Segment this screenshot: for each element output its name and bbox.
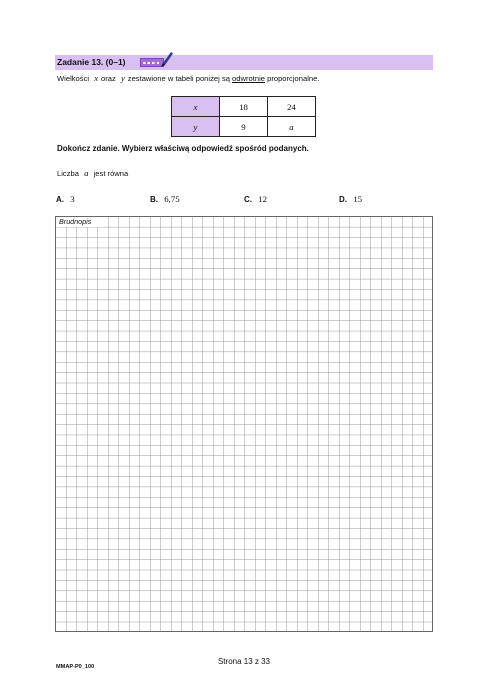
option-letter: D.	[339, 195, 347, 204]
intro-text-start: Wielkości	[57, 74, 90, 83]
task-instruction: Dokończ zdanie. Wybierz właściwą odpowiedź spośród podanych.	[57, 144, 309, 153]
question-stem	[57, 168, 128, 179]
answer-option-a[interactable]	[56, 194, 75, 205]
table-header-x: x	[172, 97, 220, 117]
table-row-y	[172, 117, 316, 137]
task-title: Zadanie 13. (0–1)	[57, 57, 126, 67]
option-value: 15	[353, 194, 363, 204]
stem-text-start: Liczba	[57, 169, 79, 178]
values-table	[171, 96, 316, 137]
table-cell: 24	[268, 97, 316, 117]
intro-underlined-word: odwrotnie	[232, 74, 265, 83]
draft-label: Brudnopis	[59, 217, 92, 226]
option-letter: A.	[56, 195, 64, 204]
answer-option-c[interactable]	[244, 194, 267, 205]
draft-grid[interactable]	[55, 216, 433, 632]
page-number: Strona 13 z 33	[217, 657, 271, 666]
table-header-y: y	[172, 117, 220, 137]
table-cell-unknown-a: a	[268, 117, 316, 137]
option-letter: C.	[244, 195, 252, 204]
option-letter: B.	[150, 195, 158, 204]
document-code: MMAP-P0_100	[56, 664, 95, 670]
task-intro	[57, 73, 319, 84]
answer-option-d[interactable]	[339, 194, 362, 205]
option-value: 3	[70, 194, 75, 204]
variable-y: y	[120, 73, 125, 83]
pencil-icon	[160, 50, 174, 68]
table-cell: 9	[220, 117, 268, 137]
stem-text-end: jest równa	[93, 169, 129, 178]
variable-a: a	[84, 168, 89, 178]
option-value: 6,75	[164, 194, 180, 204]
table-row-x	[172, 97, 316, 117]
intro-text-end: proporcjonalne.	[267, 74, 320, 83]
variable-x: x	[94, 73, 99, 83]
intro-text-middle: zestawione w tabeli poniżej są	[127, 74, 230, 83]
option-value: 12	[258, 194, 268, 204]
answer-option-b[interactable]	[150, 194, 180, 205]
table-cell: 18	[220, 97, 268, 117]
intro-text-and: oraz	[101, 74, 116, 83]
